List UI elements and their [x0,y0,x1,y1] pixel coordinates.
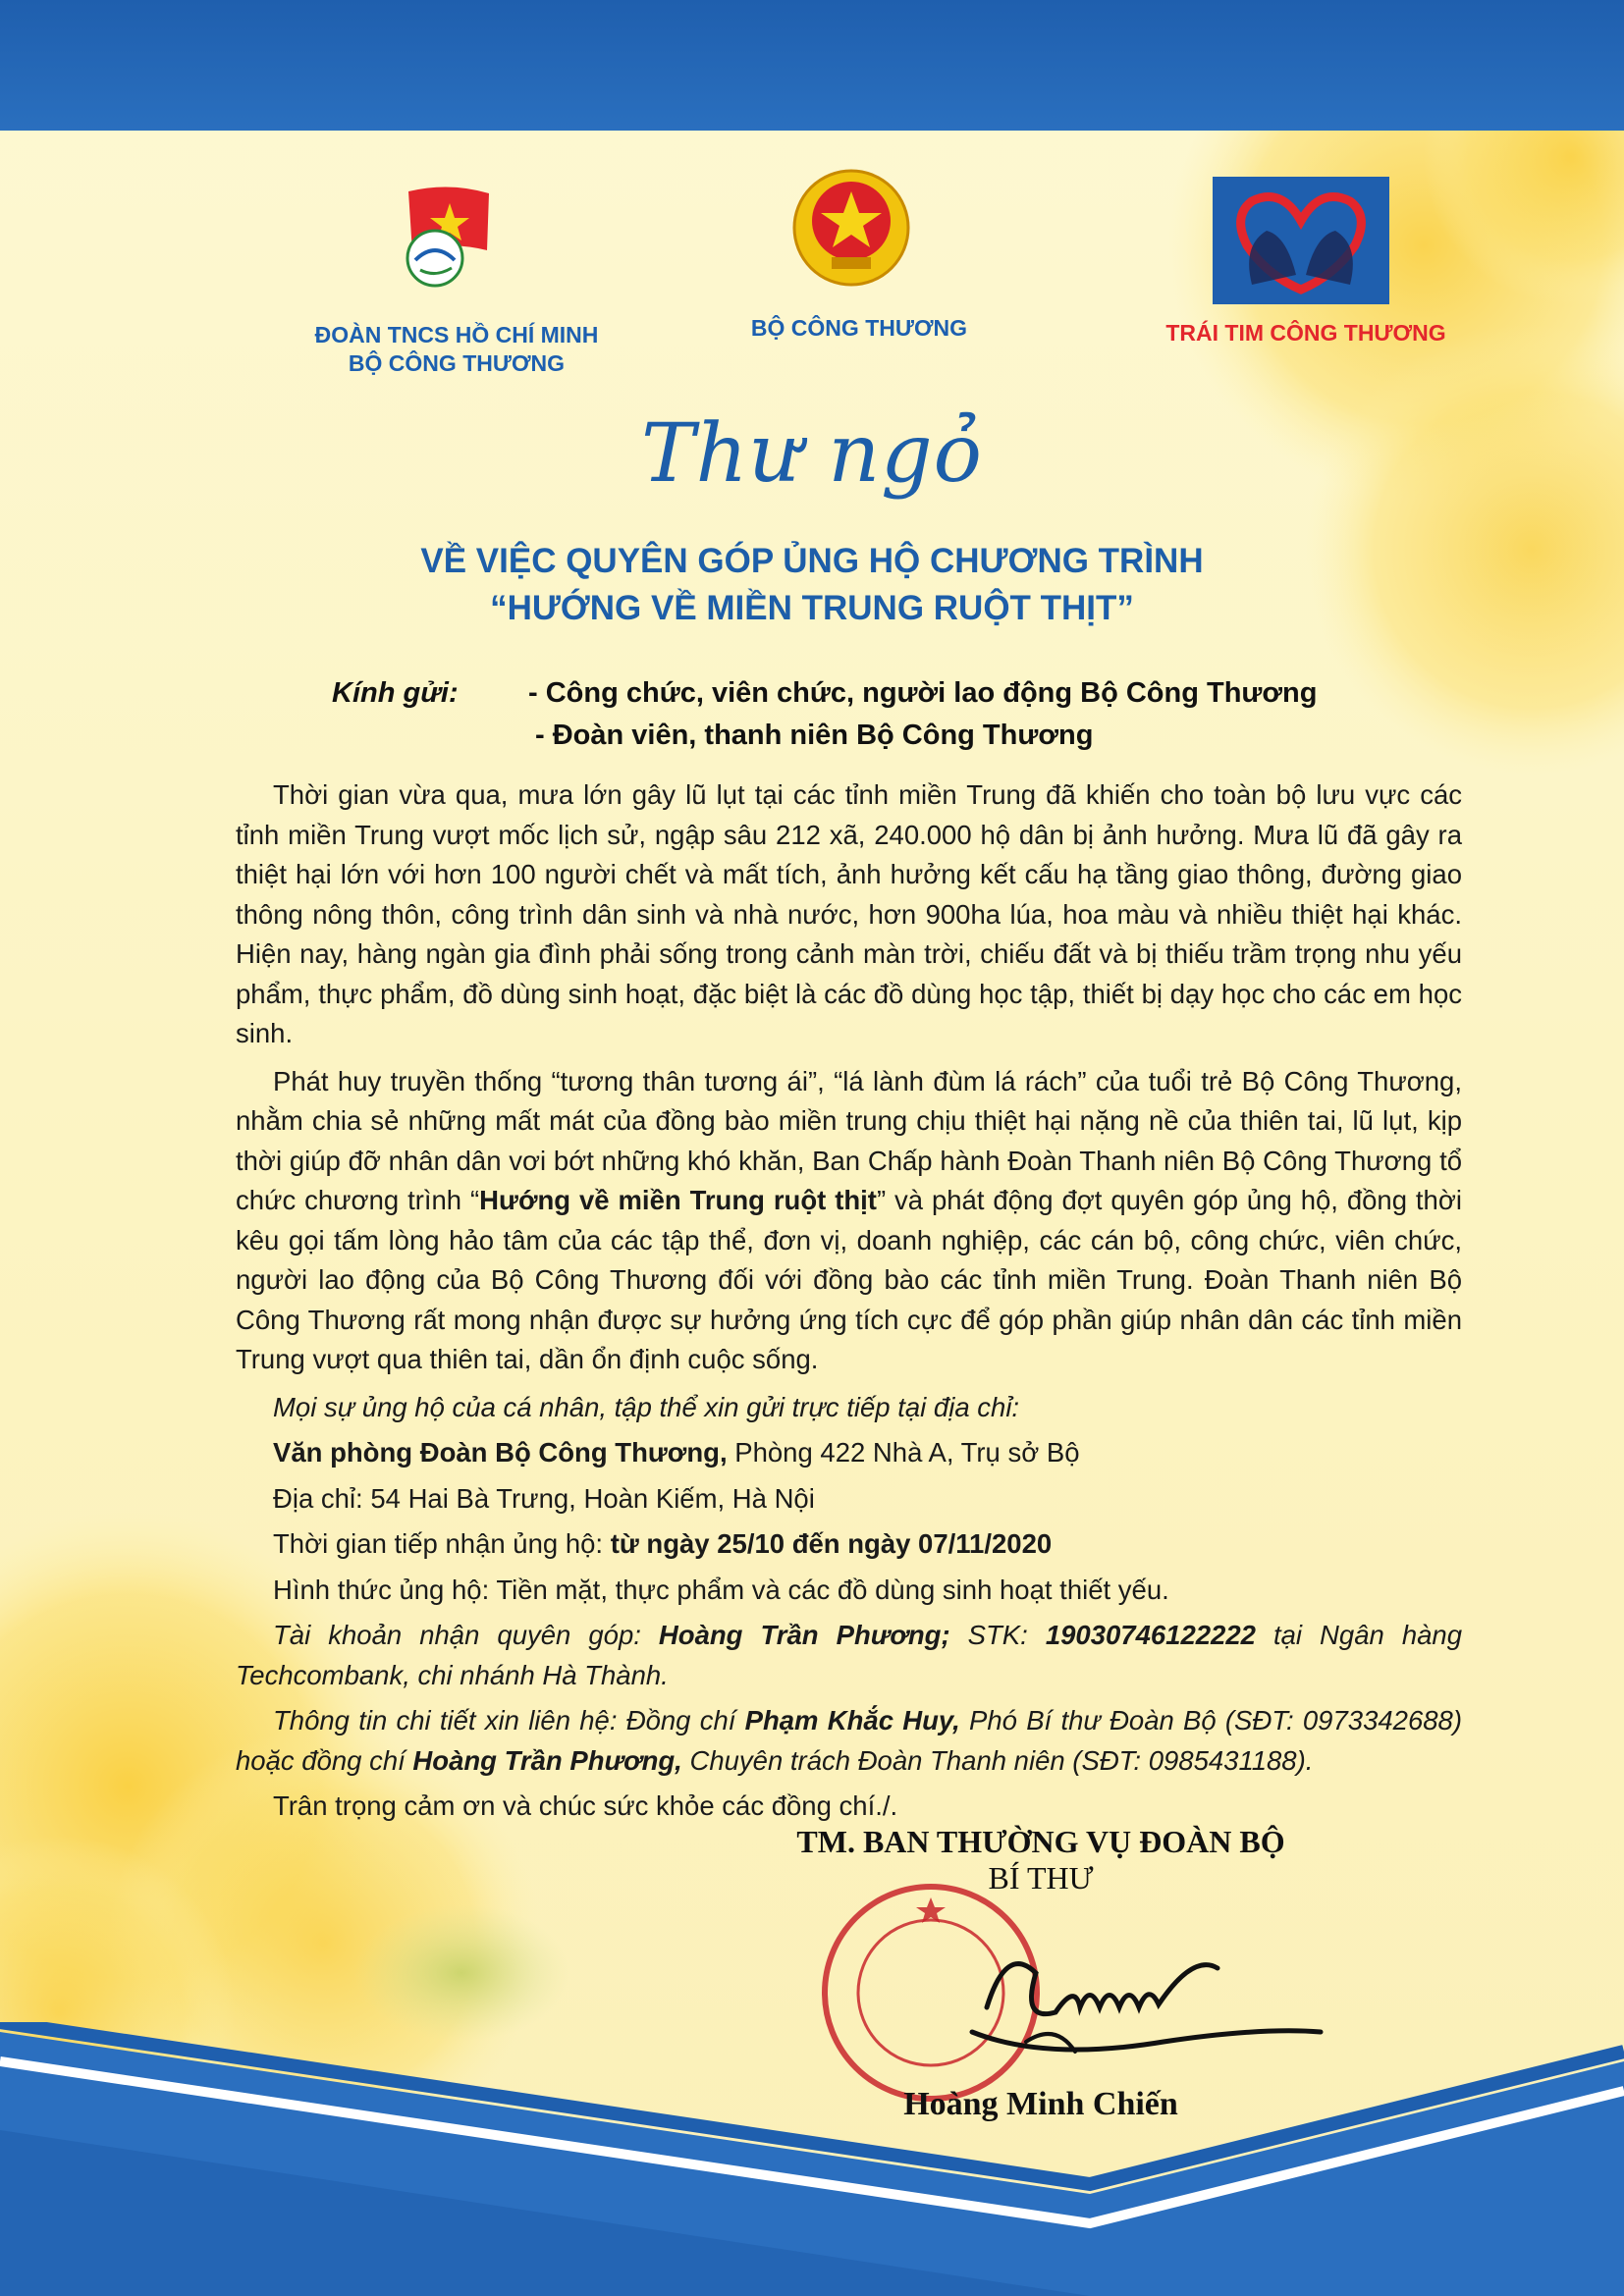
account-number: 19030746122222 [1045,1620,1256,1650]
letter-title: Thư ngỏ [640,407,984,501]
recipient-label: Kính gửi: [332,677,459,709]
contact1-details: Phó Bí thư Đoàn Bộ (SĐT: 0973342688) hoặc đồng chí [236,1705,1462,1776]
org-ministry-name: BỘ CÔNG THƯƠNG [750,315,968,341]
recipient-line-1: - Công chức, viên chức, người lao động Bộ Công Thương [528,677,1318,709]
bottom-wave-decoration [0,2022,1624,2296]
contact-line [236,1701,1462,1781]
handwritten-signature [967,1914,1330,2071]
account-bank: tại Ngân hàng Techcombank, chi nhánh Hà Thành. [236,1620,1462,1690]
campaign-name: Hướng về miền Trung ruột thịt [479,1185,877,1215]
youth-union-flag-logo [391,182,509,290]
forms-line: Hình thức ủng hộ: Tiền mặt, thực phẩm và các đồ dùng sinh hoạt thiết yếu. [273,1574,1169,1605]
account-stk-label: STK: [949,1620,1046,1650]
campaign-text-part1: Phát huy truyền thống “tương thân tương ái”, “lá lành đùm lá rách” của tuổi trẻ Bộ Công Thương, nhằm chia sẻ những mất mát của đồng bào miền trung chịu thiệt hại nặng nề của thiên tai, lũ lụt, kịp thời giúp đỡ nhân dân vơi bớt những khó khăn, Ban Chấp hành Đoàn Thanh niên Bộ Công Thương tổ chức chương trình “ [236,1065,1462,1215]
signature-title: TM. BAN THƯỜNG VỤ ĐOÀN BỘ [796,1824,1285,1859]
account-line [236,1616,1462,1695]
top-blue-band [0,0,1624,131]
letter-subject [295,538,1329,632]
org-youth-union-line2: BỘ CÔNG THƯƠNG [348,350,566,376]
time-line [236,1524,1462,1565]
org-youth-union-line1: ĐOÀN TNCS HỒ CHÍ MINH [314,322,599,347]
contact1-name: Phạm Khắc Huy, [744,1705,960,1735]
national-emblem-logo [790,167,913,290]
org-heart-program-name: TRÁI TIM CÔNG THƯƠNG [1165,320,1446,346]
time-value: từ ngày 25/10 đến ngày 07/11/2020 [610,1528,1053,1559]
closing-line: Trân trọng cảm ơn và chúc sức khỏe các đồng chí./. [273,1790,898,1821]
org-youth-union-name [295,321,619,378]
heart-hands-logo [1213,177,1389,304]
recipient-line-2: - Đoàn viên, thanh niên Bộ Công Thương [535,720,1094,751]
subject-line-2: “HƯỚNG VỀ MIỀN TRUNG RUỘT THỊT” [490,589,1134,627]
paragraph-campaign [236,1062,1462,1380]
letter-body [236,775,1462,1833]
office-line [236,1433,1462,1473]
support-intro: Mọi sự ủng hộ của cá nhân, tập thể xin gửi trực tiếp tại địa chỉ: [273,1391,1020,1422]
time-label: Thời gian tiếp nhận ủng hộ: [273,1528,611,1559]
contact-label: Thông tin chi tiết xin liên hệ: Đồng chí [273,1705,745,1735]
signer-name: Hoàng Minh Chiến [903,2086,1178,2122]
subject-line-1: VỀ VIỆC QUYÊN GÓP ỦNG HỘ CHƯƠNG TRÌNH [420,542,1204,580]
account-name: Hoàng Trần Phương; [658,1620,950,1650]
contact2-details: Chuyên trách Đoàn Thanh niên (SĐT: 0985431188). [681,1744,1314,1776]
paragraph-flood-situation: Thời gian vừa qua, mưa lớn gây lũ lụt tại các tỉnh miền Trung đã khiến cho toàn bộ lưu vực các tỉnh miền Trung vượt mốc lịch sử, ngập sâu 212 xã, 240.000 hộ dân bị ảnh hưởng. Mưa lũ đã gây ra thiệt hại lớn với hơn 100 người chết và mất tích, ảnh hưởng kết cấu hạ tầng giao thông, đường giao thông nông thôn, công trình dân sinh và nhà nước, hơn 900ha lúa, hoa màu và nhiều thiệt hại khác. Hiện nay, hàng ngàn gia đình phải sống trong cảnh màn trời, chiếu đất và bị thiếu trầm trọng nhu yếu phẩm, thực phẩm, đồ dùng sinh hoạt, đặc biệt là các đồ dùng học tập, thiết bị dạy học cho các em học sinh. [236,779,1462,1048]
address-line: Địa chỉ: 54 Hai Bà Trưng, Hoàn Kiếm, Hà Nội [273,1482,815,1514]
office-room: Phòng 422 Nhà A, Trụ sở Bộ [727,1437,1080,1468]
office-name: Văn phòng Đoàn Bộ Công Thương, [273,1437,728,1468]
signature-role: BÍ THƯ [988,1860,1094,1896]
account-label: Tài khoản nhận quyên góp: [273,1620,659,1650]
campaign-text-part2: ” và phát động đợt quyên góp ủng hộ, đồng thời kêu gọi tấm lòng hảo tâm của các tập thể, đơn vị, doanh nghiệp, các cán bộ, công chức, viên chức, người lao động của Bộ Công Thương đối với đồng bào các tỉnh miền Trung. Đoàn Thanh niên Bộ Công Thương rất mong nhận được sự hưởng ứng tích cực để góp phần giúp nhân dân các tỉnh miền Trung vượt qua thiên tai, dần ổn định cuộc sống. [236,1185,1462,1374]
contact2-name: Hoàng Trần Phương, [412,1744,682,1776]
